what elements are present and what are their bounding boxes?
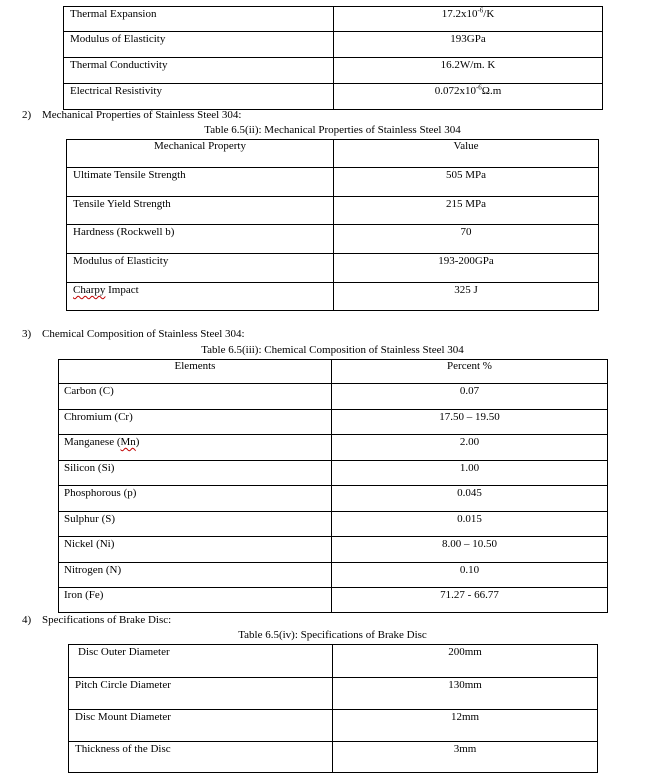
table-row [59,384,608,410]
column-header: Elements [59,360,332,384]
element-cell: Chromium (Cr) [59,410,332,435]
chemical-composition-table [58,359,608,613]
value-cell: 1.00 [332,461,608,486]
element-cell: Carbon (C) [59,384,332,410]
value-cell: 0.07 [332,384,608,410]
value-cell: 71.27 - 66.77 [332,588,608,613]
value-cell: 130mm [333,678,598,710]
table-row [59,461,608,486]
element-cell: Silicon (Si) [59,461,332,486]
value-cell: 0.015 [332,512,608,537]
spec-cell: Thickness of the Disc [69,742,333,773]
property-cell: Charpy Impact [67,283,334,311]
property-cell: Thermal Conductivity [64,58,334,84]
value-cell: 0.045 [332,486,608,512]
table-header-row [59,360,608,384]
value-cell: $0.072x10^{-6}\Omega.m$ [334,84,603,110]
property-cell: Modulus of Elasticity [64,32,334,58]
table-row [67,168,599,197]
table-row [69,645,598,678]
table-row [59,512,608,537]
property-cell: Tensile Yield Strength [67,197,334,225]
table-row [59,410,608,435]
value-cell: 17.50 – 19.50 [332,410,608,435]
table-row [59,537,608,563]
value-cell: 200mm [333,645,598,678]
spec-cell: Disc Mount Diameter [69,710,333,742]
element-cell: Phosphorous (p) [59,486,332,512]
column-header: Percent % [332,360,608,384]
brake-disc-spec-table [68,644,598,773]
value-cell: 12mm [333,710,598,742]
table-row [69,678,598,710]
table-row [67,197,599,225]
spec-cell: Disc Outer Diameter [69,645,333,678]
table-row [59,588,608,613]
section-heading-brake-disc: 4) Specifications of Brake Disc: [22,614,172,626]
section-heading-mechanical: 2) Mechanical Properties of Stainless Steel 304: [22,109,242,121]
value-cell: 16.2W/m. K [334,58,603,84]
element-cell: Manganese (Mn) [59,435,332,461]
table-row [64,84,603,110]
value-cell: 2.00 [332,435,608,461]
table-caption-brake-disc: Table 6.5(iv): Specifications of Brake Disc [238,629,427,641]
value-cell: 193-200GPa [334,254,599,283]
section-heading-chemical: 3) Chemical Composition of Stainless Steel 304: [22,328,245,340]
property-cell: Thermal Expansion [64,7,334,32]
table-row [64,32,603,58]
table-row [69,710,598,742]
table-caption-chemical: Table 6.5(iii): Chemical Composition of Stainless Steel 304 [201,344,464,356]
table-caption-mechanical: Table 6.5(ii): Mechanical Properties of Stainless Steel 304 [204,124,461,136]
table-row [67,283,599,311]
value-cell: 0.10 [332,563,608,588]
element-cell: Sulphur (S) [59,512,332,537]
table-row [67,225,599,254]
column-header: Value [334,140,599,168]
value-cell: 505 MPa [334,168,599,197]
mechanical-properties-table [66,139,599,311]
property-cell: Modulus of Elasticity [67,254,334,283]
table-header-row [67,140,599,168]
value-cell: 325 J [334,283,599,311]
value-cell: 3mm [333,742,598,773]
element-cell: Nickel (Ni) [59,537,332,563]
value-cell: $17.2x10^{-6}/K$ [334,7,603,32]
column-header: Mechanical Property [67,140,334,168]
element-cell: Iron (Fe) [59,588,332,613]
element-cell: Nitrogen (N) [59,563,332,588]
table-row [59,563,608,588]
table-row [69,742,598,773]
property-cell: Hardness (Rockwell b) [67,225,334,254]
spec-cell: Pitch Circle Diameter [69,678,333,710]
value-cell: 70 [334,225,599,254]
table-row [64,7,603,32]
table-row [59,486,608,512]
value-cell: 215 MPa [334,197,599,225]
value-cell: 8.00 – 10.50 [332,537,608,563]
property-cell: Ultimate Tensile Strength [67,168,334,197]
thermal-properties-table [63,6,603,110]
value-cell: 193GPa [334,32,603,58]
table-row [59,435,608,461]
table-row [64,58,603,84]
table-row [67,254,599,283]
property-cell: Electrical Resistivity [64,84,334,110]
